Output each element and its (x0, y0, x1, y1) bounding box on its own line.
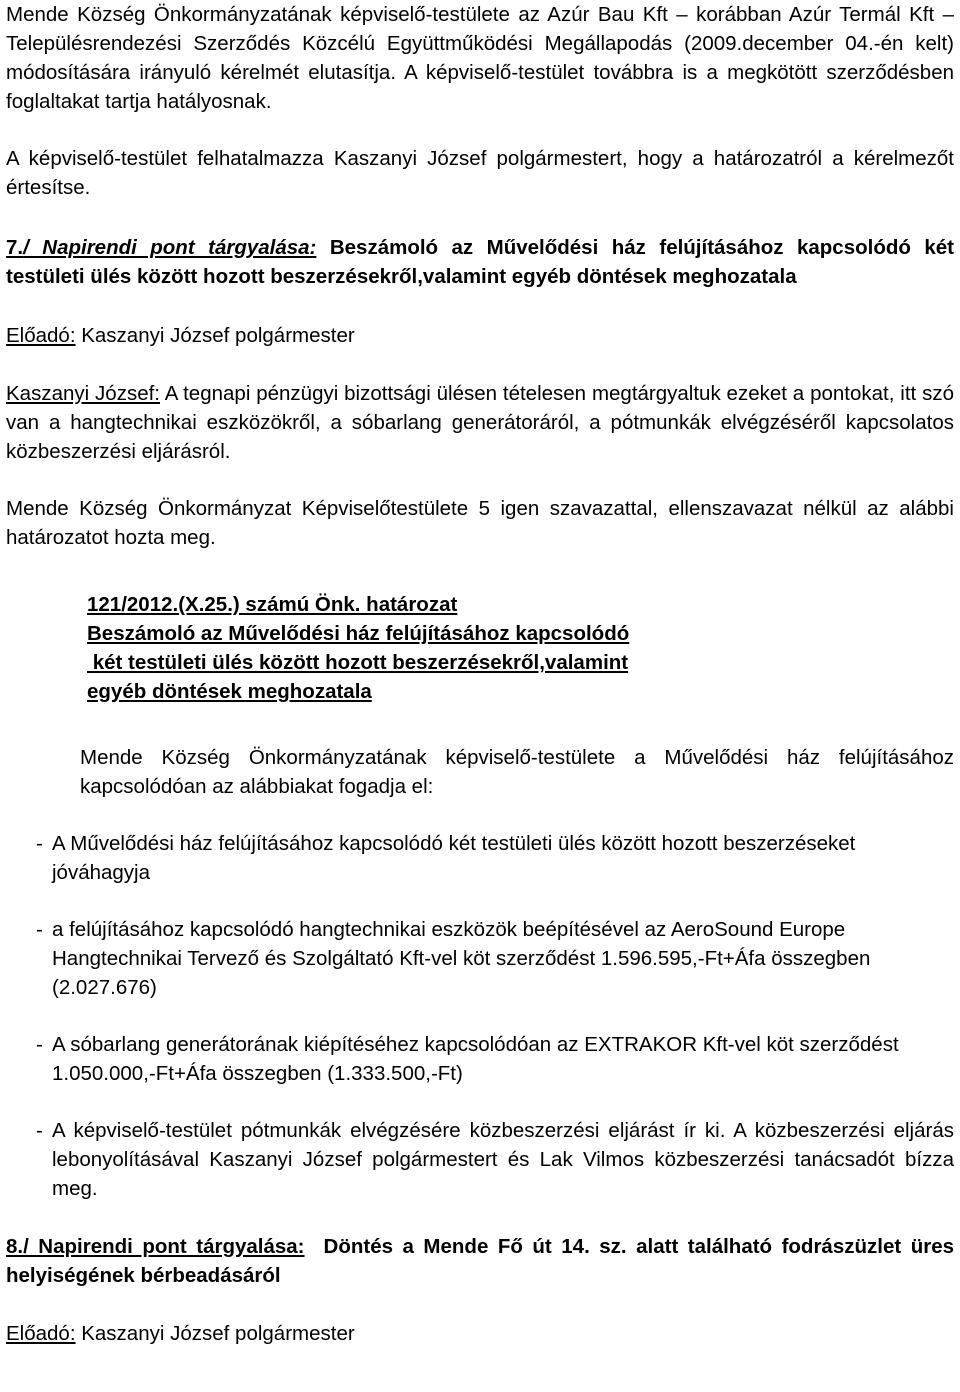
agenda-item-7-title: Beszámoló az Művelődési ház felújításához kapcsolódó két testületi ülés között hozott beszerzésekről,valamint egyéb döntések meghozatala (6, 236, 954, 288)
presenter-name: Kaszanyi József polgármester (75, 1322, 355, 1345)
agenda-item-7-label: / Napirendi pont tárgyalása: (23, 236, 317, 259)
vote-paragraph: Mende Község Önkormányzat Képviselőtestülete 5 igen szavazattal, ellenszavazat nélkül az alábbi határozatot hozta meg. (6, 497, 954, 549)
agenda-item-7-number: 7. (6, 236, 24, 259)
list-item (6, 1116, 954, 1203)
list-item (6, 915, 954, 1002)
list-item-text: A Művelődési ház felújításához kapcsolódó két testületi ülés között hozott beszerzéseket jóváhagyja (52, 832, 856, 884)
resolution-intro: Mende Község Önkormányzatának képviselő-testülete a Művelődési ház felújításához kapcsolódóan az alábbiakat fogadja el: (80, 746, 954, 798)
list-item-text: A képviselő-testület pótmunkák elvégzésére közbeszerzési eljárást ír ki. A közbeszerzési eljárás lebonyolításával Kaszanyi József polgármestert és Lak Vilmos közbeszerzési tanácsadót bízza meg. (52, 1119, 954, 1200)
list-item (6, 1030, 954, 1088)
agenda-item-8-title: Döntés a Mende Fő út 14. sz. alatt található fodrászüzlet üres helyiségének bérbeadásáról (6, 1235, 960, 1287)
resolution-title-line-1: Beszámoló az Művelődési ház felújításához kapcsolódó (87, 622, 630, 645)
paragraph-rejection: Mende Község Önkormányzatának képviselő-testülete az Azúr Bau Kft – korábban Azúr Termál Kft – Településrendezési Szerződés Közcélú Együttműködési Megállapodás (2009.december 04.-én kelt) módosítására irányuló kérelmét elutasítja. A képviselő-testület továbbra is a megkötött szerződésben foglaltakat tartja hatályosnak. (6, 3, 954, 113)
list-dash: - (36, 1033, 43, 1056)
presenter-name: Kaszanyi József polgármester (75, 324, 355, 347)
resolution-title-line-3: egyéb döntések meghozatala (87, 680, 372, 703)
presenter-label: Előadó: (6, 324, 76, 347)
speech-text: A tegnapi pénzügyi bizottsági ülésen tételesen megtárgyaltuk ezeket a pontokat, itt szó van a hangtechnikai eszközökről, a sóbarlang generátoráról, a pótmunkák elvégzéséről kapcsolatos közbeszerzési eljárásról. (6, 382, 954, 463)
list-item (6, 829, 954, 887)
resolution-heading (87, 590, 954, 706)
paragraph-authorization: A képviselő-testület felhatalmazza Kaszanyi József polgármestert, hogy a határozatról a kérelmezőt értesítse. (6, 147, 954, 199)
resolution-number: 121/2012.(X.25.) számú Önk. határozat (87, 593, 458, 616)
speaker-label: Kaszanyi József: (6, 382, 160, 405)
agenda-item-8-presenter (6, 1319, 954, 1348)
list-dash: - (36, 832, 43, 855)
list-item-text: A sóbarlang generátorának kiépítéséhez kapcsolódóan az EXTRAKOR Kft-vel köt szerződést 1.050.000,-Ft+Áfa összegben (1.333.500,-Ft) (52, 1033, 899, 1085)
agenda-item-8-label: 8./ Napirendi pont tárgyalása: (6, 1235, 305, 1258)
list-item-text: a felújításához kapcsolódó hangtechnikai eszközök beépítésével az AeroSound Europe Hangtechnikai Tervező és Szolgáltató Kft-vel köt szerződést 1.596.595,-Ft+Áfa összegben (2.027.676) (52, 918, 871, 999)
list-dash: - (36, 918, 43, 941)
speech-paragraph (6, 379, 954, 466)
agenda-item-8-heading (6, 1232, 960, 1290)
resolution-title-line-2: két testületi ülés között hozott beszerzésekről,valamint (87, 651, 629, 674)
resolution-list (6, 829, 954, 1203)
presenter-label: Előadó: (6, 1322, 76, 1345)
agenda-item-7-heading (6, 233, 954, 291)
list-dash: - (36, 1119, 43, 1142)
agenda-item-7-presenter (6, 321, 954, 350)
